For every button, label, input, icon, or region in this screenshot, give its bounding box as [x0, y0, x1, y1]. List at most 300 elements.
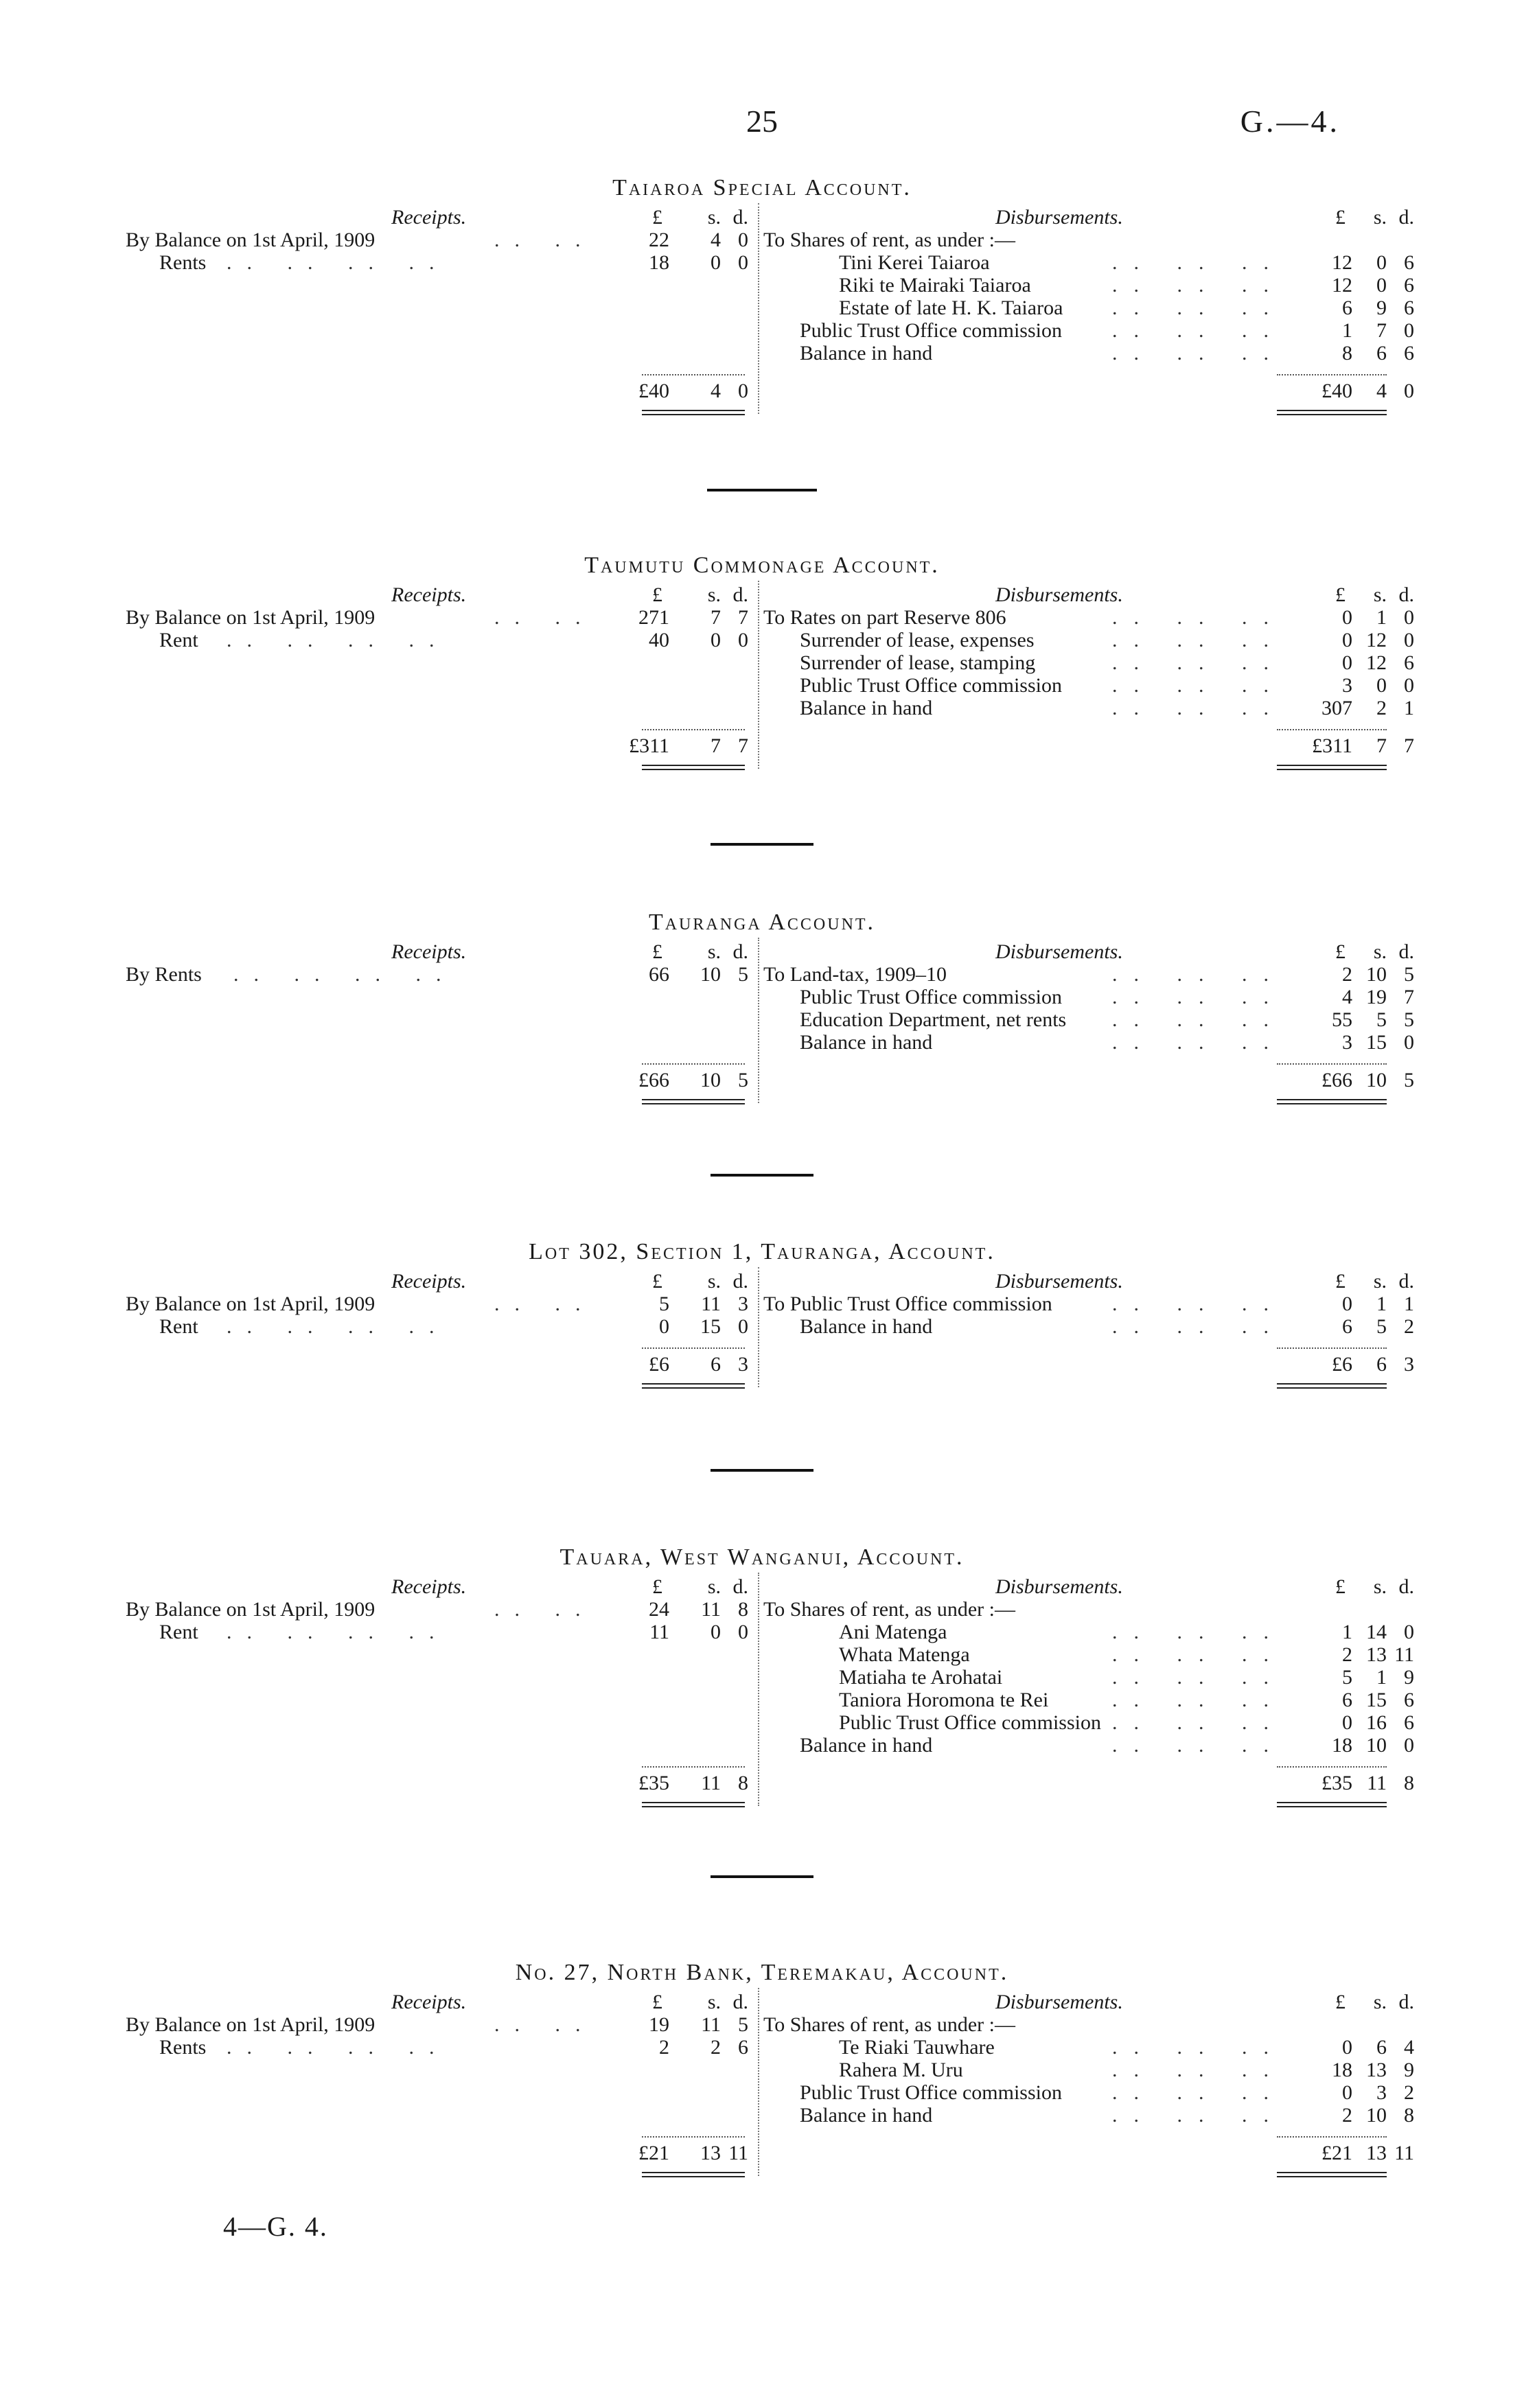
- amount-pence: 1: [1404, 697, 1414, 719]
- disbursement-row: [0, 986, 1442, 1009]
- receipt-label: Rent: [159, 1315, 198, 1338]
- amount-shillings: 6: [1376, 342, 1387, 364]
- disbursement-row: [0, 342, 1442, 365]
- amount-pence: 0: [1404, 1734, 1414, 1757]
- disbursement-row: [0, 251, 1442, 275]
- disbursement-row: [0, 651, 1442, 675]
- disbursement-row: [0, 1598, 1442, 1621]
- total-rule: [1277, 1103, 1387, 1104]
- total-rule: [1277, 1099, 1387, 1100]
- total-rule: [642, 1103, 745, 1104]
- shilling-heading: s.: [707, 940, 721, 963]
- subtotal-rule: [642, 729, 745, 730]
- total-rule: [1277, 1806, 1387, 1807]
- account-title: Lot 302, Section 1, Tauranga, Account.: [529, 1239, 995, 1264]
- disbursement-label: Taniora Horomona te Rei: [839, 1689, 1049, 1711]
- leader-dots: .. .. ..: [1112, 274, 1285, 297]
- leader-dots: .. .. .. ..: [227, 1621, 450, 1643]
- total-rule: [1277, 410, 1387, 411]
- amount-pence: 0: [738, 1315, 748, 1338]
- amount-pounds: 0: [1342, 651, 1352, 674]
- disbursement-row: [0, 1031, 1442, 1054]
- total-pence: 5: [738, 1069, 748, 1091]
- disbursement-label: Education Department, net rents: [800, 1008, 1067, 1031]
- leader-dots: .. .. ..: [1112, 1315, 1285, 1338]
- amount-shillings: 12: [1366, 651, 1387, 674]
- shilling-heading: s.: [1373, 1270, 1387, 1293]
- receipts-heading: Receipts.: [391, 1991, 467, 2013]
- disbursements-total: [0, 1069, 1442, 1092]
- receipts-heading: Receipts.: [391, 1270, 467, 1293]
- total-shillings: 11: [1367, 1772, 1387, 1794]
- amount-pence: 6: [738, 2036, 748, 2059]
- amount-pence: 3: [738, 1293, 748, 1315]
- section-separator: [711, 1875, 813, 1878]
- amount-pence: 5: [1404, 963, 1414, 986]
- amount-pence: 0: [738, 229, 748, 251]
- disbursement-label: Public Trust Office commission: [839, 1711, 1101, 1734]
- amount-shillings: 1: [1376, 1293, 1387, 1315]
- amount-pence: 0: [1404, 1031, 1414, 1054]
- receipts-heading: Receipts.: [391, 583, 467, 606]
- shilling-heading: s.: [707, 206, 721, 229]
- penny-heading: d.: [732, 583, 748, 606]
- disbursement-row: [0, 1293, 1442, 1316]
- amount-shillings: 0: [1376, 251, 1387, 274]
- disbursements-heading: Disbursements.: [995, 206, 1123, 229]
- total-shillings: 10: [700, 1069, 721, 1091]
- amount-pence: 11: [1394, 1643, 1414, 1666]
- penny-heading: d.: [732, 1270, 748, 1293]
- amount-shillings: 0: [711, 251, 721, 274]
- total-pounds: £66: [1321, 1069, 1352, 1091]
- amount-pounds: 0: [1342, 2036, 1352, 2059]
- penny-heading: d.: [1398, 583, 1414, 606]
- amount-pence: 6: [1404, 1689, 1414, 1711]
- disbursement-label: Public Trust Office commission: [800, 674, 1062, 697]
- receipt-label: By Rents: [126, 963, 202, 986]
- amount-shillings: 16: [1366, 1711, 1387, 1734]
- amount-shillings: 6: [1376, 2036, 1387, 2059]
- receipts-heading: Receipts.: [391, 940, 467, 963]
- disbursements-total: [0, 2142, 1442, 2165]
- total-pence: 11: [728, 2142, 748, 2164]
- total-rule: [642, 765, 745, 766]
- amount-pounds: 18: [1332, 1734, 1352, 1757]
- amount-pence: 8: [1404, 2104, 1414, 2127]
- receipts-heading: Receipts.: [391, 1575, 467, 1598]
- disbursements-total: [0, 380, 1442, 403]
- amount-shillings: 0: [1376, 274, 1387, 297]
- amount-shillings: 19: [1366, 986, 1387, 1008]
- disbursement-label: To Shares of rent, as under :—: [763, 2013, 1015, 2036]
- amount-shillings: 2: [1376, 697, 1387, 719]
- disbursement-label: To Shares of rent, as under :—: [763, 1598, 1015, 1621]
- subtotal-rule: [1277, 1766, 1387, 1768]
- disbursement-label: Surrender of lease, stamping: [800, 651, 1036, 674]
- amount-pounds: 18: [649, 251, 669, 274]
- disbursements-heading: Disbursements.: [995, 1270, 1123, 1293]
- total-rule: [642, 1802, 745, 1803]
- amount-pounds: 2: [1342, 2104, 1352, 2127]
- leader-dots: .. .. .. ..: [227, 251, 450, 274]
- leader-dots: .. .. ..: [1112, 629, 1285, 651]
- subtotal-rule: [642, 374, 745, 375]
- subtotal-rule: [1277, 1063, 1387, 1065]
- disbursement-row: [0, 274, 1442, 297]
- amount-pence: 0: [738, 1621, 748, 1643]
- total-shillings: 4: [1376, 380, 1387, 402]
- disbursement-label: To Public Trust Office commission: [763, 1293, 1052, 1315]
- penny-heading: d.: [732, 940, 748, 963]
- amount-pounds: 2: [1342, 963, 1352, 986]
- leader-dots: .. .. .. ..: [227, 629, 450, 651]
- disbursement-row: [0, 229, 1442, 252]
- amount-pounds: 12: [1332, 274, 1352, 297]
- amount-pence: 0: [1404, 606, 1414, 629]
- total-pounds: £35: [638, 1772, 669, 1794]
- amount-pence: 8: [738, 1598, 748, 1621]
- total-pounds: £35: [1321, 1772, 1352, 1794]
- amount-pence: 6: [1404, 251, 1414, 274]
- page-footer: 4—G. 4.: [223, 2211, 328, 2242]
- total-rule: [642, 1099, 745, 1100]
- amount-shillings: 9: [1376, 297, 1387, 319]
- penny-heading: d.: [732, 1575, 748, 1598]
- amount-pounds: 3: [1342, 1031, 1352, 1054]
- amount-pence: 7: [1404, 986, 1414, 1008]
- pound-heading: £: [652, 206, 662, 229]
- leader-dots: .. .. ..: [1112, 297, 1285, 319]
- total-pence: 8: [738, 1772, 748, 1794]
- disbursements-total: [0, 1772, 1442, 1795]
- section-separator: [711, 1174, 813, 1177]
- amount-pounds: 11: [649, 1621, 669, 1643]
- account-block: [0, 910, 1524, 1091]
- total-rule: [642, 2176, 745, 2177]
- disbursement-label: Public Trust Office commission: [800, 986, 1062, 1008]
- amount-pounds: 271: [638, 606, 669, 629]
- total-pounds: £6: [1332, 1353, 1352, 1376]
- leader-dots: .. .. ..: [1112, 1008, 1285, 1031]
- disbursement-row: [0, 697, 1442, 720]
- pound-heading: £: [1335, 1991, 1346, 2013]
- subtotal-rule: [1277, 729, 1387, 730]
- disbursement-label: Balance in hand: [800, 2104, 933, 2127]
- amount-pounds: 1: [1342, 1621, 1352, 1643]
- amount-shillings: 13: [1366, 1643, 1387, 1666]
- receipt-label: By Balance on 1st April, 1909: [126, 2013, 376, 2036]
- amount-shillings: 11: [701, 1598, 721, 1621]
- amount-pence: 6: [1404, 342, 1414, 364]
- disbursement-label: Surrender of lease, expenses: [800, 629, 1035, 651]
- amount-shillings: 10: [1366, 2104, 1387, 2127]
- leader-dots: .. .. ..: [1112, 342, 1285, 364]
- disbursement-label: Balance in hand: [800, 697, 933, 719]
- total-shillings: 11: [701, 1772, 721, 1794]
- amount-pounds: 307: [1321, 697, 1352, 719]
- penny-heading: d.: [1398, 1270, 1414, 1293]
- amount-shillings: 10: [1366, 963, 1387, 986]
- total-rule: [1277, 769, 1387, 770]
- total-shillings: 6: [711, 1353, 721, 1376]
- total-rule: [1277, 1387, 1387, 1389]
- pound-heading: £: [1335, 1575, 1346, 1598]
- disbursement-row: [0, 1666, 1442, 1689]
- penny-heading: d.: [1398, 206, 1414, 229]
- amount-shillings: 0: [1376, 674, 1387, 697]
- disbursement-row: [0, 1008, 1442, 1032]
- total-rule: [642, 1383, 745, 1385]
- leader-dots: .. .. ..: [1112, 251, 1285, 274]
- amount-pounds: 55: [1332, 1008, 1352, 1031]
- disbursement-label: To Rates on part Reserve 806: [763, 606, 1006, 629]
- amount-pence: 5: [738, 963, 748, 986]
- amount-pence: 0: [1404, 1621, 1414, 1643]
- leader-dots: .. .. ..: [1112, 606, 1285, 629]
- shilling-heading: s.: [707, 583, 721, 606]
- receipt-label: Rent: [159, 629, 198, 651]
- amount-shillings: 13: [1366, 2059, 1387, 2081]
- amount-shillings: 5: [1376, 1008, 1387, 1031]
- leader-dots: .. .. ..: [1112, 651, 1285, 674]
- total-shillings: 7: [711, 734, 721, 757]
- leader-dots: .. ..: [494, 1293, 596, 1315]
- amount-pence: 5: [1404, 1008, 1414, 1031]
- amount-pounds: 0: [1342, 2081, 1352, 2104]
- disbursements-heading: Disbursements.: [995, 1575, 1123, 1598]
- amount-shillings: 15: [1366, 1689, 1387, 1711]
- subtotal-rule: [642, 2136, 745, 2138]
- total-shillings: 10: [1366, 1069, 1387, 1091]
- amount-shillings: 0: [711, 629, 721, 651]
- disbursement-label: Public Trust Office commission: [800, 2081, 1062, 2104]
- amount-pounds: 4: [1342, 986, 1352, 1008]
- disbursement-label: Balance in hand: [800, 1031, 933, 1054]
- shilling-heading: s.: [1373, 1575, 1387, 1598]
- amount-pounds: 19: [649, 2013, 669, 2036]
- section-separator: [711, 1469, 813, 1472]
- subtotal-rule: [642, 1063, 745, 1065]
- receipts-heading: Receipts.: [391, 206, 467, 229]
- subtotal-rule: [1277, 374, 1387, 375]
- account-block: [0, 553, 1524, 757]
- disbursement-label: Ani Matenga: [839, 1621, 947, 1643]
- account-block: [0, 1239, 1524, 1376]
- amount-pounds: 2: [1342, 1643, 1352, 1666]
- amount-pence: 2: [1404, 2081, 1414, 2104]
- total-rule: [642, 1806, 745, 1807]
- total-pence: 0: [738, 380, 748, 402]
- leader-dots: .. .. ..: [1112, 319, 1285, 342]
- disbursement-row: [0, 2081, 1442, 2105]
- total-pounds: £6: [649, 1353, 669, 1376]
- disbursement-label: Whata Matenga: [839, 1643, 970, 1666]
- disbursements-total: [0, 1353, 1442, 1376]
- total-pence: 3: [1404, 1353, 1414, 1376]
- disbursements-total: [0, 734, 1442, 758]
- total-shillings: 4: [711, 380, 721, 402]
- account-block: [0, 175, 1524, 402]
- leader-dots: .. .. ..: [1112, 697, 1285, 719]
- shilling-heading: s.: [1373, 940, 1387, 963]
- amount-pence: 6: [1404, 274, 1414, 297]
- leader-dots: .. .. ..: [1112, 1621, 1285, 1643]
- amount-shillings: 1: [1376, 1666, 1387, 1689]
- total-rule: [1277, 1802, 1387, 1803]
- amount-pence: 0: [1404, 629, 1414, 651]
- total-pence: 0: [1404, 380, 1414, 402]
- total-pence: 5: [1404, 1069, 1414, 1091]
- shilling-heading: s.: [1373, 583, 1387, 606]
- disbursement-row: [0, 1734, 1442, 1757]
- receipt-label: By Balance on 1st April, 1909: [126, 1598, 376, 1621]
- leader-dots: .. .. ..: [1112, 1031, 1285, 1054]
- amount-shillings: 0: [711, 1621, 721, 1643]
- receipt-label: By Balance on 1st April, 1909: [126, 229, 376, 251]
- total-rule: [1277, 765, 1387, 766]
- page-number: 25: [746, 104, 778, 139]
- amount-pence: 9: [1404, 2059, 1414, 2081]
- amount-pence: 6: [1404, 1711, 1414, 1734]
- disbursement-row: [0, 1643, 1442, 1667]
- amount-pence: 4: [1404, 2036, 1414, 2059]
- leader-dots: .. .. ..: [1112, 1666, 1285, 1689]
- amount-pounds: 6: [1342, 1315, 1352, 1338]
- amount-pence: 9: [1404, 1666, 1414, 1689]
- pound-heading: £: [1335, 1270, 1346, 1293]
- total-pounds: £311: [629, 734, 669, 757]
- receipt-label: By Balance on 1st April, 1909: [126, 1293, 376, 1315]
- pound-heading: £: [652, 583, 662, 606]
- account-title: Taiaroa Special Account.: [612, 175, 912, 200]
- pound-heading: £: [1335, 206, 1346, 229]
- leader-dots: .. .. ..: [1112, 2081, 1285, 2104]
- leader-dots: .. .. ..: [1112, 1689, 1285, 1711]
- receipt-label: Rents: [159, 2036, 207, 2059]
- disbursement-row: [0, 963, 1442, 986]
- leader-dots: .. .. .. ..: [233, 963, 457, 986]
- leader-dots: .. .. ..: [1112, 1643, 1285, 1666]
- receipt-label: Rents: [159, 251, 207, 274]
- amount-pence: 0: [738, 251, 748, 274]
- disbursements-heading: Disbursements.: [995, 1991, 1123, 2013]
- pound-heading: £: [1335, 583, 1346, 606]
- disbursement-label: Balance in hand: [800, 1734, 933, 1757]
- leader-dots: .. .. ..: [1112, 2036, 1285, 2059]
- total-rule: [642, 769, 745, 770]
- leader-dots: .. ..: [494, 606, 596, 629]
- leader-dots: .. ..: [494, 229, 596, 251]
- total-rule: [1277, 2172, 1387, 2173]
- account-title: Tauara, West Wanganui, Account.: [559, 1544, 965, 1570]
- amount-pounds: 3: [1342, 674, 1352, 697]
- penny-heading: d.: [1398, 1991, 1414, 2013]
- amount-pence: 6: [1404, 297, 1414, 319]
- total-rule: [642, 2172, 745, 2173]
- subtotal-rule: [1277, 1347, 1387, 1349]
- disbursement-label: Estate of late H. K. Taiaroa: [839, 297, 1063, 319]
- amount-pounds: 22: [649, 229, 669, 251]
- amount-pounds: 40: [649, 629, 669, 651]
- amount-pounds: 0: [1342, 1711, 1352, 1734]
- total-shillings: 6: [1376, 1353, 1387, 1376]
- amount-pence: 5: [738, 2013, 748, 2036]
- amount-shillings: 10: [700, 963, 721, 986]
- amount-pounds: 12: [1332, 251, 1352, 274]
- account-block: [0, 1544, 1524, 1794]
- amount-pence: 0: [1404, 319, 1414, 342]
- amount-pounds: 0: [1342, 1293, 1352, 1315]
- receipt-label: By Balance on 1st April, 1909: [126, 606, 376, 629]
- leader-dots: .. .. .. ..: [227, 1315, 450, 1338]
- amount-pounds: 0: [659, 1315, 669, 1338]
- amount-pounds: 6: [1342, 1689, 1352, 1711]
- disbursement-row: [0, 606, 1442, 629]
- disbursement-label: To Shares of rent, as under :—: [763, 229, 1015, 251]
- total-pounds: £40: [1321, 380, 1352, 402]
- pound-heading: £: [652, 940, 662, 963]
- disbursements-heading: Disbursements.: [995, 940, 1123, 963]
- total-shillings: 7: [1376, 734, 1387, 757]
- total-rule: [1277, 1383, 1387, 1385]
- amount-shillings: 15: [700, 1315, 721, 1338]
- amount-pence: 7: [738, 606, 748, 629]
- disbursement-row: [0, 1689, 1442, 1712]
- disbursement-label: Tini Kerei Taiaroa: [839, 251, 990, 274]
- disbursements-heading: Disbursements.: [995, 583, 1123, 606]
- amount-pounds: 5: [1342, 1666, 1352, 1689]
- disbursement-row: [0, 1621, 1442, 1644]
- total-rule: [1277, 414, 1387, 415]
- shilling-heading: s.: [1373, 206, 1387, 229]
- disbursement-label: To Land-tax, 1909–10: [763, 963, 947, 986]
- amount-pence: 0: [1404, 674, 1414, 697]
- disbursement-row: [0, 1315, 1442, 1339]
- amount-pence: 6: [1404, 651, 1414, 674]
- account-title: No. 27, North Bank, Teremakau, Account.: [515, 1960, 1009, 1985]
- disbursement-row: [0, 674, 1442, 697]
- shilling-heading: s.: [707, 1991, 721, 2013]
- leader-dots: .. .. ..: [1112, 1293, 1285, 1315]
- amount-pence: 2: [1404, 1315, 1414, 1338]
- subtotal-rule: [642, 1766, 745, 1768]
- total-pounds: £66: [638, 1069, 669, 1091]
- amount-pounds: 18: [1332, 2059, 1352, 2081]
- account-title: Taumutu Commonage Account.: [584, 553, 940, 578]
- total-pence: 11: [1394, 2142, 1414, 2164]
- amount-shillings: 14: [1366, 1621, 1387, 1643]
- section-separator: [707, 489, 817, 491]
- total-pence: 7: [1404, 734, 1414, 757]
- amount-shillings: 15: [1366, 1031, 1387, 1054]
- total-rule: [642, 414, 745, 415]
- penny-heading: d.: [732, 206, 748, 229]
- total-pence: 3: [738, 1353, 748, 1376]
- penny-heading: d.: [732, 1991, 748, 2013]
- amount-shillings: 4: [711, 229, 721, 251]
- page-reference: G.—4.: [1240, 104, 1340, 139]
- leader-dots: .. .. ..: [1112, 1711, 1285, 1734]
- amount-shillings: 7: [1376, 319, 1387, 342]
- total-shillings: 13: [700, 2142, 721, 2164]
- disbursement-label: Balance in hand: [800, 1315, 933, 1338]
- amount-pounds: 66: [649, 963, 669, 986]
- amount-shillings: 1: [1376, 606, 1387, 629]
- penny-heading: d.: [1398, 940, 1414, 963]
- leader-dots: .. .. ..: [1112, 2104, 1285, 2127]
- leader-dots: .. .. ..: [1112, 986, 1285, 1008]
